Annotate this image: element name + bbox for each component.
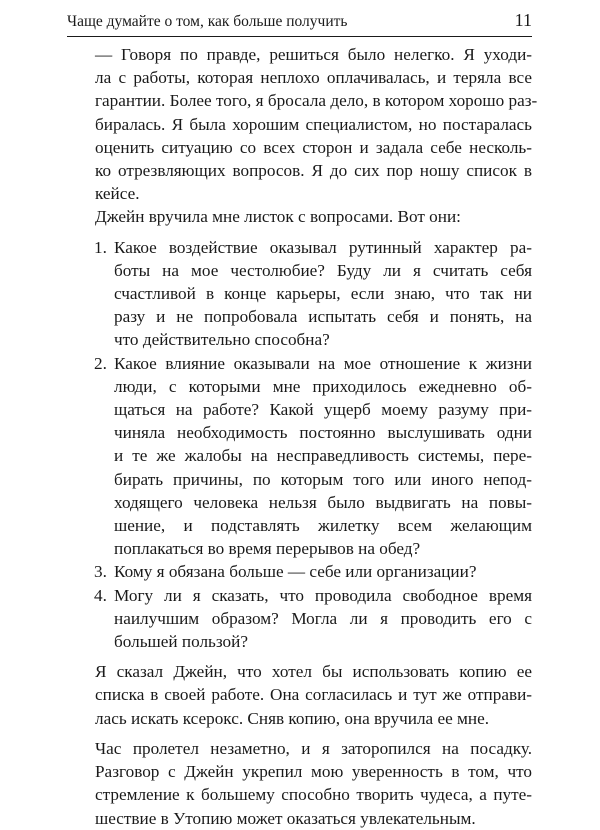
running-head <box>67 10 532 32</box>
text-line: кейсе. <box>95 184 140 204</box>
header-rule <box>67 36 532 37</box>
list-item <box>67 352 532 561</box>
text-line: щаться на работе? Какой ущерб моему разуму при- <box>114 400 532 420</box>
paragraph-list-intro <box>67 205 532 228</box>
text-line: ходящего человека нельзя было выдвигать на повы- <box>114 492 532 512</box>
text-line: гарантии. Более того, я бросала дело, в котором хорошо раз- <box>95 91 538 111</box>
list-item <box>67 560 532 583</box>
paragraph-conclusion <box>67 737 532 830</box>
list-number: 4. <box>94 585 107 605</box>
text-line: боты на мое честолюбие? Буду ли я считать себя <box>114 260 532 280</box>
text-line: разу и не попробовала испытать себя и понять, на <box>114 307 532 327</box>
paragraph-jane-quote <box>67 43 538 205</box>
text-line: большей пользой? <box>114 632 248 652</box>
text-line: люди, с которыми мне приходилось ежедневно об- <box>114 376 532 396</box>
text-line: Какое воздействие оказывал рутинный характер ра- <box>114 237 532 257</box>
text-line: Джейн вручила мне листок с вопросами. Вот они: <box>95 207 461 227</box>
text-line: наилучшим образом? Могла ли я проводить его с <box>114 608 532 628</box>
text-line: Час пролетел незаметно, и я заторопился на посадку. <box>95 738 532 758</box>
text-line: — Говоря по правде, решиться было нелегко. Я уходи- <box>95 45 532 64</box>
text-line: Разговор с Джейн укрепил мою уверенность в том, что <box>95 762 532 782</box>
running-title: Чаще думайте о том, как больше получить <box>67 13 348 30</box>
text-line: списка в своей работе. Она согласилась и тут же отправи- <box>95 685 532 705</box>
paragraph-copy <box>67 660 532 730</box>
body-text <box>67 43 538 830</box>
text-line: шение, и подставлять жилетку всем желающим <box>114 516 532 536</box>
questions-list <box>67 236 532 654</box>
text-line: лась искать ксерокс. Сняв копию, она вручила ее мне. <box>95 708 490 728</box>
text-line: Какое влияние оказывали на мое отношение к жизни <box>114 353 532 373</box>
text-line: Кому я обязана больше — себе или организации? <box>114 562 477 582</box>
text-line: счастливой в конце карьеры, если знаю, что так ни <box>114 284 532 304</box>
text-line: стремление к большему способно творить чудеса, а путе- <box>95 785 532 805</box>
text-line: Могу ли я сказать, что проводила свободное время <box>114 585 532 605</box>
list-number: 1. <box>94 237 107 257</box>
text-line: что действительно способна? <box>114 330 330 350</box>
text-line: биралась. Я была хорошим специалистом, но постаралась <box>95 114 532 134</box>
text-line: ко отрезвляющих вопросов. Я до сих пор ношу список в <box>95 161 532 181</box>
text-line: ла с работы, которая неплохо оплачивалась, и теряла все <box>95 68 532 88</box>
text-line: чиняла необходимость постоянно выслушивать одни <box>114 423 532 443</box>
list-number: 3. <box>94 562 107 582</box>
text-line: поплакаться во время перерывов на обед? <box>114 539 421 559</box>
text-line: шествие в Утопию может оказаться увлекательным. <box>95 808 476 828</box>
list-item <box>67 236 532 352</box>
text-line: и те же жалобы на несправедливость системы, пере- <box>114 446 532 466</box>
page-number: 11 <box>514 10 532 30</box>
text-line: Я сказал Джейн, что хотел бы использовать копию ее <box>95 662 532 682</box>
list-number: 2. <box>94 353 107 373</box>
list-item <box>67 584 532 654</box>
text-line: оценить ситуацию со всех сторон и задала себе несколь- <box>95 137 532 157</box>
text-line: бирать причины, по которым того или иного непод- <box>114 469 532 489</box>
